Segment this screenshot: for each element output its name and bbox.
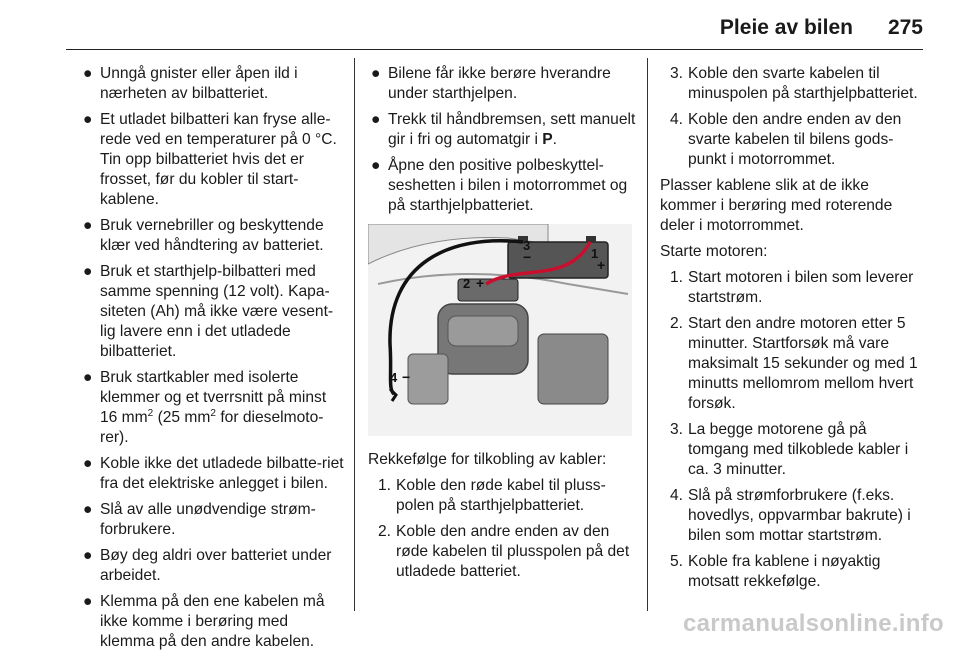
label-2: 2 [463, 276, 471, 291]
column-1 [80, 64, 346, 658]
list-item: ● Slå av alle unødvendige strøm-forbrukere. [83, 501, 316, 538]
list-item-cable-spec: ● Bruk startkabler med isolerte klemmer og et tverrsnitt på minst 16 $mm^2$ (25 $mm^2$ for dieselmoto-rer). [83, 369, 327, 446]
step-item: 2. Start den andre motoren etter 5 minutter. Startforsøk må vare maksimalt 15 sekunder og med 1 minutts mellomrom mellom hvert forsøk. [670, 315, 918, 412]
column-2 [368, 64, 636, 588]
header-rule [66, 49, 923, 50]
air-box [538, 334, 608, 404]
plus-sign-1: + [597, 257, 606, 273]
minus-sign-3: − [523, 249, 532, 265]
step-item: 4. Slå på strømforbrukere (f.eks. hovedlys, oppvarmbar bakrute) i bilen som mottar startstrøm. [670, 487, 911, 544]
plus-sign-2: + [476, 275, 485, 291]
engine-bay-drawing [368, 224, 632, 436]
engine-top [448, 316, 518, 346]
list-item: ● Trekk til håndbremsen, sett manuelt gir i fri og automatgir i P. [371, 111, 636, 148]
label-4: 4 [390, 370, 398, 385]
start-heading: Starte motoren: [660, 243, 768, 260]
step-item: 4. Koble den andre enden av den svarte kabelen til bilens gods-punkt i motorrommet. [670, 111, 902, 168]
minus-sign-4: − [402, 369, 411, 385]
list-item: ● Bruk et starthjelp-bilbatteri med samme spenning (12 volt). Kapa-siteten (Ah) må ikke være vesent-lig lavere enn i det utladede bilbatteriet. [83, 263, 334, 360]
list-item: ● Klemma på den ene kabelen må ikke komme i berøring med klemma på den andre kabelen. [83, 593, 325, 650]
label-1: 1 [591, 246, 599, 261]
list-item: ● Åpne den positive polbeskyttel-seshetten i bilen i motorrommet og på starthjelpbatteriet. [371, 157, 628, 214]
label-3: 3 [523, 238, 531, 253]
list-item: ● Bøy deg aldri over batteriet under arbeidet. [83, 547, 332, 584]
list-item: ● Bruk vernebriller og beskyttende klær ved håndtering av batteriet. [83, 217, 324, 254]
fluid-reservoir [408, 354, 448, 404]
battery-terminal-pos [586, 236, 596, 243]
list-item: ● Koble ikke det utladede bilbatte-riet fra det elektriske anlegget i bilen. [83, 455, 344, 492]
step-item: 2. Koble den andre enden av den røde kabelen til plusspolen på det utladede batteriet. [378, 523, 630, 580]
warning-paragraph: Plasser kablene slik at de ikke kommer i berøring med roterende deler i motorrommet. [660, 177, 893, 234]
step-item: 5. Koble fra kablene i nøyaktig motsatt rekkefølge. [670, 553, 881, 590]
page-header [0, 0, 960, 52]
step-item: 1. Start motoren i bilen som leverer startstrøm. [670, 269, 914, 306]
watermark: carmanualsonline.info [682, 610, 944, 637]
step-item: 3. La begge motorene gå på tomgang med tilkoblede kabler i ca. 3 minutter. [670, 421, 909, 478]
jump-start-illustration [368, 224, 632, 436]
page-title: Pleie av bilen [719, 16, 853, 39]
page-number: 275 [887, 16, 923, 39]
list-item: ● Et utladet bilbatteri kan fryse alle-rede ved en temperaturer på 0 °C. Tin opp bilbatteriet hvis det er frosset, før du kobler til start-kablene. [83, 111, 337, 208]
column-3 [660, 64, 928, 598]
step-item: 3. Koble den svarte kabelen til minuspolen på starthjelpbatteriet. [670, 65, 918, 102]
sequence-intro: Rekkefølge for tilkobling av kabler: [368, 451, 607, 468]
list-item: ● Unngå gnister eller åpen ild i nærheten av bilbatteriet. [83, 65, 298, 102]
step-item: 1. Koble den røde kabel til pluss-polen på starthjelpbatteriet. [378, 477, 606, 514]
column-divider [354, 58, 355, 611]
list-item: ● Bilene får ikke berøre hverandre under starthjelpen. [371, 65, 611, 102]
column-divider [647, 58, 648, 611]
